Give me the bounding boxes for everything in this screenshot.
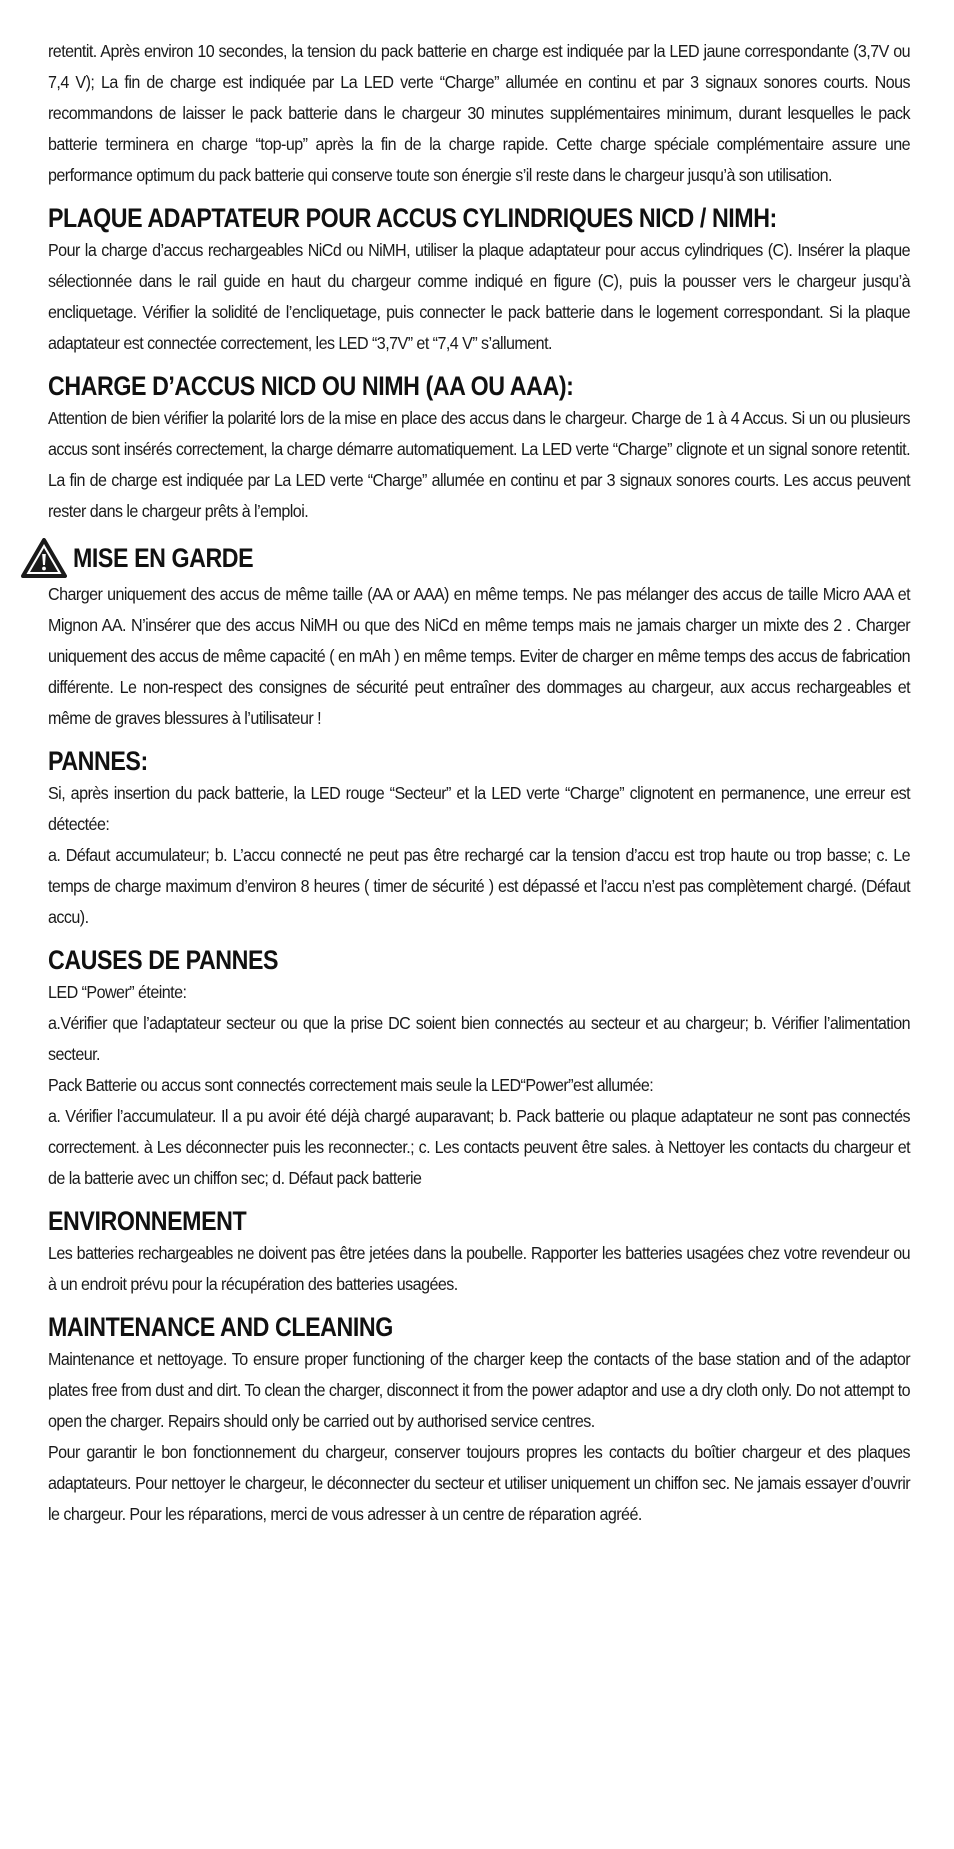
section-paragraph: Les batteries rechargeables ne doivent pas être jetées dans la poubelle. Rapporter les batteries usagées chez votre revendeur ou à un endroit prévu pour la récupération des batteries usagées. <box>48 1243 911 1294</box>
section-plaque-adaptateur <box>48 202 910 359</box>
section-paragraph: a.Vérifier que l’adaptateur secteur ou que la prise DC soient bien connectés au secteur et au chargeur; b. Vérifier l’alimentation secteur. <box>48 1013 911 1064</box>
section-pannes <box>48 745 910 933</box>
section-paragraph: a. Vérifier l’accumulateur. Il a pu avoir été déjà chargé auparavant; b. Pack batterie ou plaque adaptateur ne sont pas connectés correctement. à Les déconnecter puis les reconnecter.; c. Les contacts peuvent être sales. à Nettoyer les contacts du chargeur et de la batterie avec un chiffon sec; d. Défaut pack batterie <box>48 1106 911 1188</box>
section-paragraph: a. Défaut accumulateur; b. L’accu connecté ne peut pas être rechargé car la tension d’accu est trop haute ou trop basse; c. Le temps de charge maximum d’environ 8 heures ( timer de sécurité ) est dépassé et l’accu n’est pas complètement chargé. (Défaut accu). <box>48 845 911 927</box>
warning-heading-row <box>21 538 910 578</box>
section-environnement <box>48 1205 910 1300</box>
warning-triangle-icon <box>21 538 67 578</box>
section-heading: PLAQUE ADAPTATEUR POUR ACCUS CYLINDRIQUES NICD / NIMH: <box>48 203 777 233</box>
section-causes-de-pannes <box>48 944 910 1194</box>
section-heading: ENVIRONNEMENT <box>48 1206 247 1236</box>
section-heading: CAUSES DE PANNES <box>48 945 279 975</box>
section-charge-accus <box>48 370 910 527</box>
section-paragraph: Maintenance et nettoyage. To ensure proper functioning of the charger keep the contacts of the base station and of the adaptor plates free from dust and dirt. To clean the charger, disconnect it from the power adaptor and use a dry cloth only. Do not attempt to open the charger. Repairs should only be carried out by authorised service centres. <box>48 1349 911 1431</box>
section-paragraph: Charger uniquement des accus de même taille (AA or AAA) en même temps. Ne pas mélanger des accus de taille Micro AAA et Mignon AA. N’insérer que des accus NiMH ou que des NiCd en même temps mais ne jamais charger un mixte des 2 . Charger uniquement des accus de même capacité ( en mAh ) en même temps. Eviter de charger en même temps des accus de fabrication différente. Le non-respect des consignes de sécurité peut entraîner des dommages au chargeur, aux accus rechargeables et même de graves blessures à l’utilisateur ! <box>48 584 911 728</box>
section-heading: PANNES: <box>48 746 148 776</box>
section-paragraph: Pack Batterie ou accus sont connectés correctement mais seule la LED“Power”est allumée: <box>48 1075 654 1095</box>
section-paragraph: LED “Power” éteinte: <box>48 982 187 1002</box>
section-maintenance <box>48 1311 910 1530</box>
manual-page <box>48 36 910 1530</box>
section-heading: MISE EN GARDE <box>73 543 254 573</box>
section-heading: MAINTENANCE AND CLEANING <box>48 1312 393 1342</box>
intro-paragraph: retentit. Après environ 10 secondes, la tension du pack batterie en charge est indiquée par la LED jaune correspondante (3,7V ou 7,4 V); La fin de charge est indiquée par La LED verte “Charge” allumée en continu et par 3 signaux sonores courts. Nous recommandons de laisser le pack batterie dans le chargeur 30 minutes supplémentaires minimum, durant lesquelles le pack batterie terminera en charge “top-up” après la fin de la charge rapide. Cette charge spéciale complémentaire assure une performance optimum du pack batterie qui conserve toute son énergie s’il reste dans le chargeur jusqu’à son utilisation. <box>48 41 911 185</box>
section-paragraph: Pour garantir le bon fonctionnement du chargeur, conserver toujours propres les contacts du boîtier chargeur et des plaques adaptateurs. Pour nettoyer le chargeur, le déconnecter du secteur et utiliser uniquement un chiffon sec. Ne jamais essayer d’ouvrir le chargeur. Pour les réparations, merci de vous adresser à un centre de réparation agréé. <box>48 1442 911 1524</box>
section-paragraph: Pour la charge d’accus rechargeables NiCd ou NiMH, utiliser la plaque adaptateur pour accus cylindriques (C). Insérer la plaque sélectionnée dans le rail guide en haut du chargeur comme indiqué en figure (C), puis la pousser vers le chargeur jusqu’à encliquetage. Vérifier la solidité de l’encliquetage, puis connecter le pack batterie dans le logement correspondant. Si la plaque adaptateur est connectée correctement, les LED “3,7V” et “7,4 V” s’allument. <box>48 240 911 353</box>
section-mise-en-garde <box>48 538 910 734</box>
section-paragraph: Attention de bien vérifier la polarité lors de la mise en place des accus dans le chargeur. Charge de 1 à 4 Accus. Si un ou plusieurs accus sont insérés correctement, la charge démarre automatiquement. La LED verte “Charge” clignote et un signal sonore retentit. La fin de charge est indiquée par La LED verte “Charge” allumée en continu et par 3 signaux sonores courts. Les accus peuvent rester dans le chargeur prêts à l’emploi. <box>48 408 911 521</box>
section-paragraph: Si, après insertion du pack batterie, la LED rouge “Secteur” et la LED verte “Charge” clignotent en permanence, une erreur est détectée: <box>48 783 911 834</box>
section-heading: CHARGE D’ACCUS NICD OU NIMH (AA OU AAA): <box>48 371 574 401</box>
